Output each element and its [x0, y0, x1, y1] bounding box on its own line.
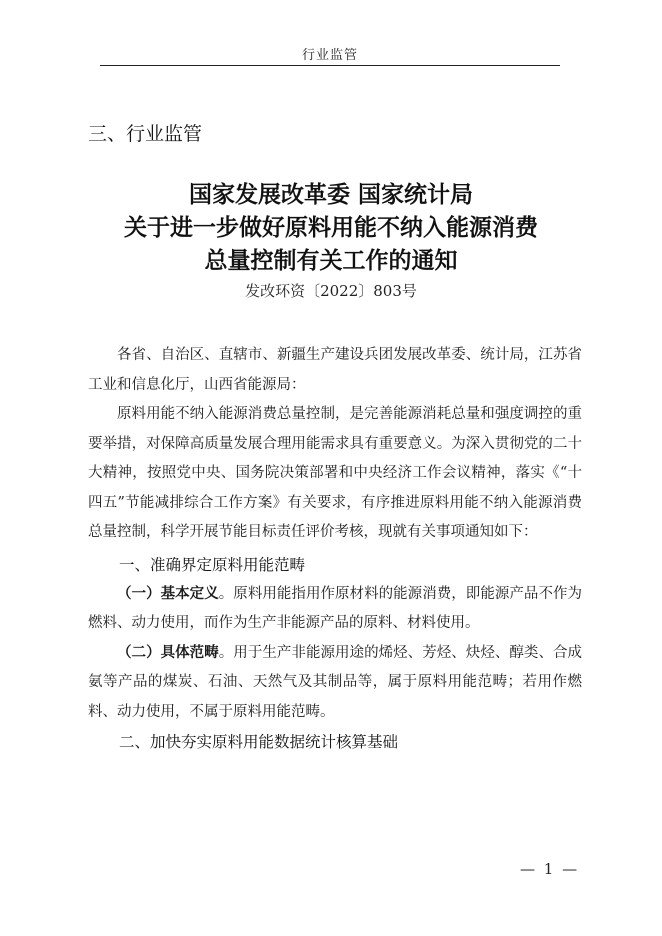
addressee-paragraph: 各省、自治区、直辖市、新疆生产建设兵团发展改革委、统计局，江苏省工业和信息化厅，山西省能源局：	[88, 347, 582, 393]
item-2-number: （二）	[117, 644, 161, 661]
document-body	[88, 341, 582, 757]
item-2-lead: 具体范畴	[160, 644, 219, 661]
running-header: 行业监管	[301, 48, 358, 63]
document-number: 发改环资〔2022〕803号	[245, 282, 417, 300]
section-title: 三、行业监管	[88, 123, 203, 145]
document-title-line-1: 国家发展改革委 国家统计局	[188, 181, 473, 208]
intro-paragraph: 原料用能不纳入能源消费总量控制，是完善能源消耗总量和强度调控的重要举措，对保障高质量发展合理用能需求具有重要意义。为深入贯彻党的二十大精神，按照党中央、国务院决策部署和中央经济工作会议精神，落实《“十四五”节能减排综合工作方案》有关要求，有序推进原料用能不纳入能源消费总量控制，科学开展节能目标责任评价考核，现就有关事项通知如下：	[88, 406, 582, 540]
item-1-text: 。原料用能指用作原材料的能源消费，即能源产品不作为燃料、动力使用，而作为生产非能源产品的原料、材料使用。	[88, 585, 583, 631]
page-number: — 1 —	[520, 860, 580, 878]
document-title-line-3: 总量控制有关工作的通知	[204, 247, 458, 274]
item-2-paragraph	[88, 639, 582, 728]
item-2-text: 。用于生产非能源用途的烯烃、芳烃、炔烃、醇类、合成氨等产品的煤炭、石油、天然气及其制品等，属于原料用能范畴；若用作燃料、动力使用，不属于原料用能范畴。	[88, 644, 583, 720]
document-title-line-2: 关于进一步做好原料用能不纳入能源消费	[124, 214, 538, 241]
item-1-number: （一）	[117, 585, 161, 602]
header-rule	[100, 65, 560, 66]
heading-1: 一、准确界定原料用能范畴	[119, 555, 306, 574]
item-1-lead: 基本定义	[160, 585, 219, 602]
heading-2: 二、加快夯实原料用能数据统计核算基础	[119, 733, 399, 751]
item-1-paragraph	[88, 580, 582, 639]
